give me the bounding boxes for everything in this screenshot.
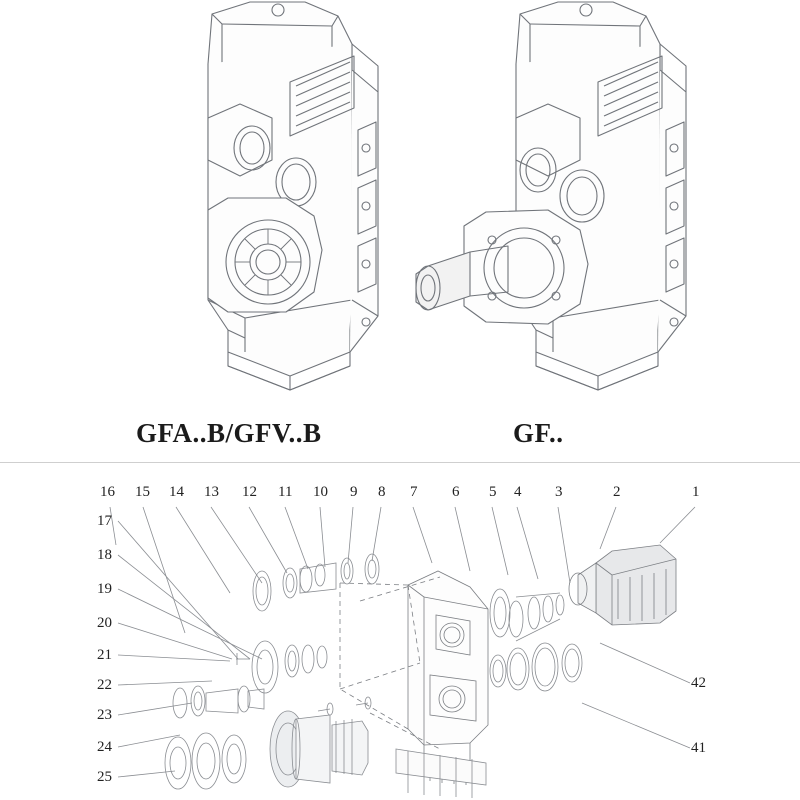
callout-3: 3 — [555, 484, 563, 500]
callout-7: 7 — [410, 484, 418, 500]
callout-13: 13 — [204, 484, 219, 500]
callout-9: 9 — [350, 484, 358, 500]
callout-22: 22 — [97, 677, 112, 693]
callout-12: 12 — [242, 484, 257, 500]
callout-4: 4 — [514, 484, 522, 500]
gear-unit-view-left — [100, 0, 390, 400]
callout-19: 19 — [97, 581, 112, 597]
caption-right: GF.. — [513, 418, 564, 448]
callout-41: 41 — [691, 740, 706, 756]
exploded-parts-diagram — [0, 463, 800, 800]
callout-5: 5 — [489, 484, 497, 500]
callout-16: 16 — [100, 484, 115, 500]
gear-unit-view-right — [408, 0, 708, 400]
callout-25: 25 — [97, 769, 112, 785]
callout-6: 6 — [452, 484, 460, 500]
callout-2: 2 — [613, 484, 621, 500]
callout-21: 21 — [97, 647, 112, 663]
callout-23: 23 — [97, 707, 112, 723]
callout-18: 18 — [97, 547, 112, 563]
callout-20: 20 — [97, 615, 112, 631]
callout-11: 11 — [278, 484, 293, 500]
callout-1: 1 — [692, 484, 700, 500]
callout-42: 42 — [691, 675, 706, 691]
callout-8: 8 — [378, 484, 386, 500]
caption-left: GFA..B/GFV..B — [136, 418, 322, 448]
callout-10: 10 — [313, 484, 328, 500]
callout-17: 17 — [97, 513, 112, 529]
callout-14: 14 — [169, 484, 184, 500]
callout-15: 15 — [135, 484, 150, 500]
callout-24: 24 — [97, 739, 112, 755]
